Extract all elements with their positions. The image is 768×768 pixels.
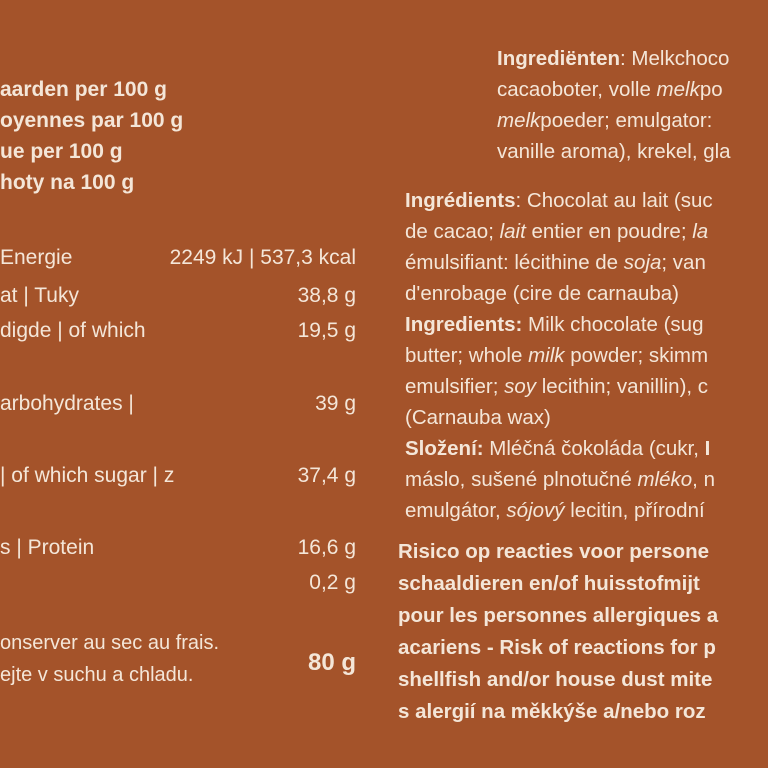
header-line-en: ue per 100 g <box>0 140 123 163</box>
ing-en-allergen-milk: milk <box>528 344 565 367</box>
ing-cz-line1 <box>405 433 715 464</box>
ing-cz-allergen-sojovy: sójový <box>506 499 565 522</box>
ing-fr-text1: : Chocolat au lait (suc <box>515 189 713 212</box>
ing-en-text3c: lecithin; vanillin), c <box>536 375 709 398</box>
ing-en-text3a: emulsifier; <box>405 375 505 398</box>
ing-cz-text3a: emulgátor, <box>405 499 507 522</box>
ing-en-text2a: butter; whole <box>405 344 529 367</box>
ing-en-text1: Milk chocolate (sug <box>522 313 704 336</box>
allergy-line: pour les personnes allergiques a <box>398 604 719 627</box>
row-saturated-value: 19,5 g <box>297 319 356 342</box>
ing-nl-text2c: po <box>699 78 723 101</box>
ing-nl-text3b: poeder; emulgator: <box>540 109 713 132</box>
ing-nl-line4: vanille aroma), krekel, gla <box>497 140 731 163</box>
ing-fr-text2c: entier en poudre; <box>525 220 693 243</box>
ing-fr-text3a: émulsifiant: lécithine de <box>405 251 624 274</box>
ing-fr-allergen-la: la <box>692 220 709 243</box>
ing-cz-label: Složení: <box>405 437 484 460</box>
ing-nl-line1 <box>497 43 731 74</box>
ing-cz-line3 <box>405 495 715 526</box>
ing-en-line2 <box>405 340 715 371</box>
ing-cz-text1b: I <box>704 437 711 460</box>
header-line-nl: aarden per 100 g <box>0 78 167 101</box>
ing-fr-label: Ingrédients <box>405 189 516 212</box>
ing-cz-text2c: , n <box>692 468 715 491</box>
nutrition-header <box>0 74 183 198</box>
row-salt-value: 0,2 g <box>309 571 356 594</box>
row-carbs-value: 39 g <box>315 392 356 415</box>
row-fat-value: 38,8 g <box>297 284 356 307</box>
ing-fr-allergen-lait: lait <box>499 220 526 243</box>
ing-nl-allergen-melk: melk <box>656 78 700 101</box>
ing-cz-text2a: máslo, sušené plnotučné <box>405 468 638 491</box>
allergy-line: acariens - Risk of reactions for p <box>398 636 716 659</box>
allergy-line: Risico op reacties voor persone <box>398 540 710 563</box>
row-fat-label: at | Tuky <box>0 284 79 307</box>
ing-fr-line4: d'enrobage (cire de carnauba) <box>405 282 680 305</box>
ing-en-label: Ingredients: <box>405 313 523 336</box>
ing-fr-allergen-soja: soja <box>623 251 662 274</box>
ing-nl-text2a: cacaoboter, volle <box>497 78 657 101</box>
header-line-cz: hoty na 100 g <box>0 171 135 194</box>
row-energy-label: Energie <box>0 246 73 269</box>
row-energy-value: 2249 kJ | 537,3 kcal <box>169 246 356 269</box>
allergy-line: shellfish and/or house dust mite <box>398 668 713 691</box>
ing-en-line1 <box>405 309 715 340</box>
ing-fr-line3 <box>405 247 715 278</box>
ing-nl-label: Ingrediënten <box>497 47 621 70</box>
row-carbs-label: arbohydrates | <box>0 392 134 415</box>
ing-en-line3 <box>405 371 715 402</box>
ing-cz-text3c: lecitin, přírodní <box>564 499 705 522</box>
storage-line-cz: ejte v suchu a chladu. <box>0 664 194 686</box>
ing-en-text2c: powder; skimm <box>564 344 709 367</box>
allergy-warning <box>398 536 718 728</box>
ing-en-line4: (Carnauba wax) <box>405 406 551 429</box>
ing-fr-line2 <box>405 216 715 247</box>
ingredients-fr-en-cz <box>405 185 715 526</box>
ing-nl-line3 <box>497 105 731 136</box>
ingredients-nl <box>497 43 731 167</box>
ing-cz-text1: Mléčná čokoláda (cukr, <box>483 437 705 460</box>
storage-text <box>0 627 219 691</box>
ing-fr-line1 <box>405 185 715 216</box>
ing-cz-line2 <box>405 464 715 495</box>
allergy-line: s alergií na měkkýše a/nebo roz <box>398 700 706 723</box>
header-line-fr: oyennes par 100 g <box>0 109 184 132</box>
allergy-line: schaaldieren en/of huisstofmijt <box>398 572 700 595</box>
net-weight: 80 g <box>307 649 356 676</box>
ing-nl-text1: : Melkchoco <box>620 47 730 70</box>
ing-cz-allergen-mleko: mléko <box>637 468 693 491</box>
row-sugar-value: 37,4 g <box>297 464 356 487</box>
storage-line-fr: onserver au sec au frais. <box>0 632 219 654</box>
ing-en-allergen-soy: soy <box>504 375 537 398</box>
row-protein-label: s | Protein <box>0 536 95 559</box>
ing-nl-allergen-melk2: melk <box>497 109 541 132</box>
row-sugar-label: | of which sugar | z <box>0 464 175 487</box>
ing-nl-line2 <box>497 74 731 105</box>
row-protein-value: 16,6 g <box>297 536 356 559</box>
ing-fr-text2a: de cacao; <box>405 220 500 243</box>
row-saturated-label: digde | of which <box>0 319 146 342</box>
ing-fr-text3c: ; van <box>661 251 706 274</box>
